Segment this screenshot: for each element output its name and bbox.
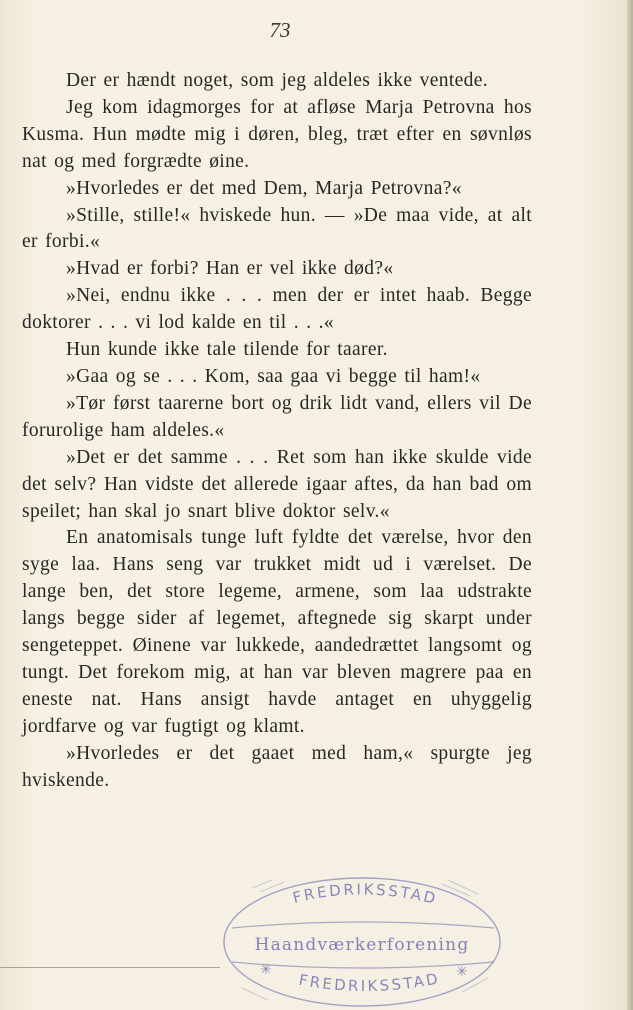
stamp-graphic — [212, 870, 512, 1010]
paragraph: En anatomisals tunge luft fyldte det værelse, hvor den syge laa. Hans seng var trukket midt ud i værelset. De lange ben, det store legeme, armene, som laa udstrakte langs begge sider af legemet, aftegnede sig skarpt under sengeteppet. Øinene var lukkede, aandedrættet langsomt og tungt. Det forekom mig, at han var bleven magrere paa en eneste nat. Hans ansigt havde antaget en uhyggelig jordfarve og var fugtigt og klamt. — [22, 527, 532, 737]
paragraph: Der er hændt noget, som jeg aldeles ikke ventede. — [66, 70, 488, 91]
stamp-top-text: FREDRIKSSTAD — [290, 880, 440, 909]
paragraph: »Gaa og se . . . Kom, saa gaa vi begge til ham!« — [66, 365, 481, 387]
paragraph: »Hvorledes er det gaaet med ham,« spurgte jeg hviskende. — [22, 742, 532, 791]
paragraph: »Hvorledes er det med Dem, Marja Petrovna?« — [66, 177, 462, 199]
page-edge-shadow — [627, 0, 633, 1010]
paragraph: »Hvad er forbi? Han er vel ikke død?« — [66, 258, 394, 280]
paragraph: »Tør først taarerne bort og drik lidt vand, ellers vil De forurolige ham aldeles.« — [22, 392, 532, 441]
bottom-rule — [0, 967, 220, 968]
stamp-center-text: Haandværkerforening — [254, 935, 470, 955]
stamp-star-left-icon: ✳ — [260, 962, 272, 978]
stamp-star-right-icon: ✳ — [456, 964, 468, 980]
paragraph: »Det er det samme . . . Ret som han ikke skulde vide det selv? Han vidste det allerede igaar aftes, da han bad om speilet; han skal jo snart blive doktor selv.« — [22, 446, 532, 522]
stamp-inner-line-top — [232, 922, 494, 928]
stamp-bottom-text: FREDRIKSSTAD — [297, 969, 442, 996]
library-stamp — [212, 870, 512, 1010]
body-text — [22, 68, 532, 794]
paragraph: Jeg kom idagmorges for at afløse Marja Petrovna hos Kusma. Hun mødte mig i døren, bleg, træt efter en søvnløs nat og med forgrædte øine. — [22, 96, 532, 172]
paragraph: »Nei, endnu ikke . . . men der er intet haab. Begge doktorer . . . vi lod kalde en til . . .« — [22, 285, 532, 334]
page-number: 73 — [269, 18, 291, 42]
paragraph: Hun kunde ikke tale tilende for taarer. — [66, 339, 388, 361]
paragraph: »Stille, stille!« hviskede hun. — »De maa vide, at alt er forbi.« — [22, 204, 532, 253]
